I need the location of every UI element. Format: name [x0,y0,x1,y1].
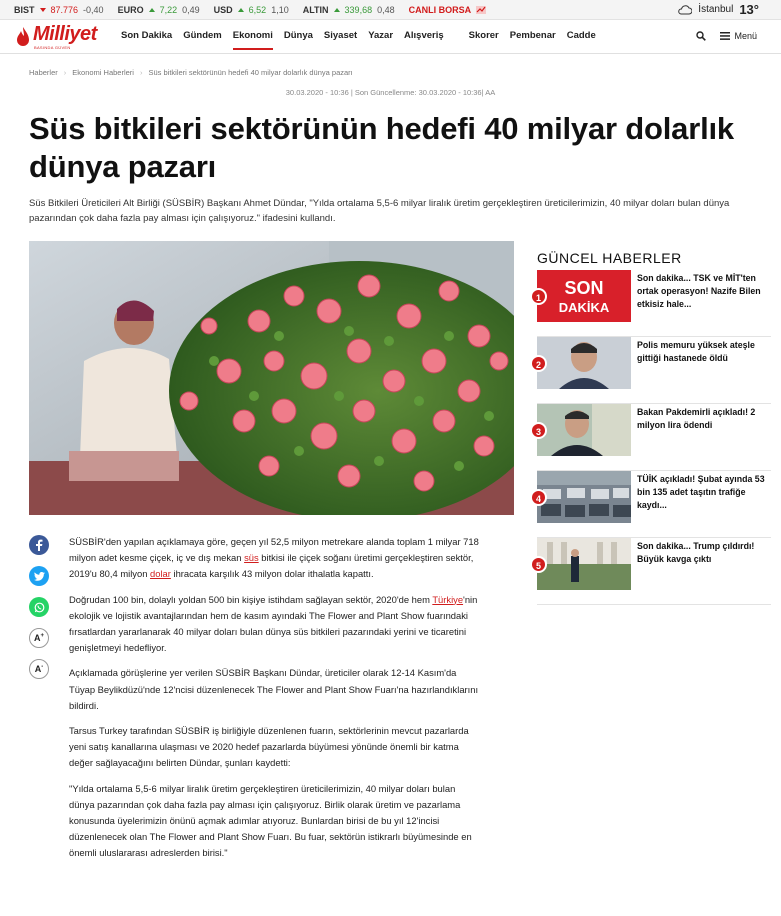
share-bar [29,535,49,690]
font-decrease-icon: A- [34,664,44,674]
twitter-icon [34,572,45,581]
news-item[interactable] [537,337,771,404]
sidebar-title: GÜNCEL HABERLER [537,250,682,266]
article-main-image [29,241,514,515]
flame-logo-icon [16,27,30,47]
article-title: Süs bitkileri sektörünün hedefi 40 milyar dolarlık dünya pazarı [29,111,734,184]
nav-item-skorer[interactable]: Skorer [468,30,499,41]
news-title: Polis memuru yüksek ateşle gittiği hastanede öldü [637,340,755,363]
thumb-text-dakika: DAKİKA [558,300,610,315]
logo-tagline: BASINDA GÜVEN [34,45,71,50]
milliyet-logo[interactable] [16,24,116,52]
news-rank: 5 [530,556,547,573]
chevron-right-icon: › [139,68,143,77]
news-title: Bakan Pakdemirli açıkladı! 2 milyon lira ödendi [637,407,756,430]
facebook-share-button[interactable] [29,535,49,555]
twitter-share-button[interactable] [29,566,49,586]
news-item[interactable] [537,270,771,337]
weather-temp: 13° [739,2,759,17]
paragraph-text: SÜSBİR'den yapılan açıklamaya göre, geçen yıl 52,5 milyon metrekare alanda toplam 1 milyar 718 milyon adet kesme çiçek, iç ve dış mekan [69,536,479,564]
news-item[interactable] [537,404,771,471]
tag-link-turkiye[interactable]: Türkiye [432,593,464,605]
chart-icon [476,6,486,14]
news-list [537,270,771,605]
weather-widget[interactable] [678,2,759,17]
ticker-usd[interactable] [200,5,289,15]
ticker-change: 0,48 [377,4,395,15]
news-title: Son dakika... TSK ve MİT'ten ortak operasyon! Nazife Bilen etkisiz hale... [637,273,761,309]
article-paragraph [69,592,479,657]
live-market-link[interactable] [395,5,487,15]
logo-wordmark: Milliyet [33,23,97,45]
font-increase-button[interactable] [29,628,49,648]
font-decrease-button[interactable] [29,659,49,679]
article-quote: "Yılda ortalama 5,5-6 milyar liralık üretim gerçekleştiren üreticilerimizin, 40 milyar doları bulan dünya pazarından çok daha fazla pay alması için çalışıyoruz. Birlik olarak üretim ve pazarlama konusunda üyelerimizin önünü açmak adımlar atıyoruz. Bunlardan birisi de bu yıl 12'incisi düzenlenecek olan The Flower and Plant Show Fuarı. Bu fuar, sektörün istikrarlı büyümesinde en önemli uluslararası adreslerden birisi." [69,782,472,859]
nav-item-cadde[interactable]: Cadde [566,30,596,41]
news-title: TÜİK açıkladı! Şubat ayında 53 bin 135 adet taşıtın trafiğe kaydı... [637,474,765,510]
news-thumbnail [537,471,631,523]
ticker-altin[interactable] [289,5,395,15]
ticker-change: 1,10 [271,4,289,15]
news-thumbnail [537,538,631,590]
nav-item-gundem[interactable]: Gündem [183,30,222,41]
news-item[interactable] [537,538,771,605]
arrow-down-icon [40,8,46,12]
chevron-right-icon: › [63,68,67,77]
breadcrumb-category[interactable]: Ekonomi Haberleri [72,68,134,77]
article-spot: Süs Bitkileri Üreticileri Alt Birliği (SÜSBİR) Başkanı Ahmet Dündar, "Yılda ortalama 5,5-6 milyar liralık üretim gerçekleştiren üreticilerimizin, 40 milyar doları bulan dünya pazarından çok daha fazla pay alması için çalışıyoruz." ifadesini kullandı. [29,198,730,224]
article-paragraph [69,534,479,583]
arrow-up-icon [149,8,155,12]
breadcrumb-current: Süs bitkileri sektörünün hedefi 40 milyar dolarlık dünya pazarı [148,68,353,77]
nav-item-son-dakika[interactable]: Son Dakika [121,30,173,41]
article-paragraph: Açıklamada görüşlerine yer verilen SÜSBİR Başkanı Dündar, üreticiler olarak 12-14 Kasım'da Tüyap Beylikdüzü'nde 12'ncisi düzenlenecek The Flower and Plant Show Fuarı'na hazırlandıklarını bildirdi. [69,667,479,711]
hamburger-icon [720,32,730,40]
nav-item-alisveris[interactable]: Alışveriş [404,30,444,41]
ticker-value: 6,52 [248,4,267,15]
ticker-change: -0,40 [83,4,104,15]
weather-city: İstanbul [698,4,734,15]
nav-item-ekonomi[interactable]: Ekonomi [233,30,273,50]
thumb-text-son: SON [564,278,604,298]
breadcrumb-home[interactable]: Haberler [29,68,58,77]
nav-item-siyaset[interactable]: Siyaset [323,30,358,41]
nav-item-yazar[interactable]: Yazar [368,30,394,41]
news-thumbnail [537,404,631,456]
paragraph-text: bitkisi ile çiçek soğanı üretimi gerçekleştiren sektör, 2019'u 80,4 milyon [69,552,474,580]
search-icon[interactable] [696,31,706,41]
ticker-label: BIST [14,4,35,15]
ticker-value: 339,68 [344,4,373,15]
nav-menu [121,30,607,50]
nav-item-dunya[interactable]: Dünya [283,30,313,41]
article-paragraph: Tarsus Turkey tarafından SÜSBİR iş birliğiyle düzenlenen fuarın, sektörlerinin mevcut pazarlarda yeni satış kanallarına ulaşması ve 2020 hedef pazarlarda büyümesi yönünde önemli bir katma değer sağlayacağını belirten Dündar, şunları kaydetti: [69,725,469,769]
tag-link-dolar[interactable]: dolar [150,568,171,580]
news-item[interactable] [537,471,771,538]
arrow-up-icon [334,8,340,12]
live-market-label: CANLI BORSA [408,4,472,15]
news-rank: 3 [530,422,547,439]
ticker-value: 7,22 [159,4,178,15]
market-ticker [0,0,781,20]
ticker-change: 0,49 [182,4,200,15]
paragraph-text: ihracata karşılık 43 milyon dolar ithalatla kapattı. [170,568,374,580]
news-thumbnail [537,337,631,389]
arrow-up-icon [238,8,244,12]
paragraph-text: 'nin ekolojik ve lojistik avantajlarından hem de kasım ayındaki The Flower and Plant Show fuarındaki fırsatlardan yararlanarak 40 milyar doları bulan dünya süs bitkileri pazarındaki yerini ve ticaretini genişletmeyi hedefliyor. [69,593,478,654]
news-rank: 2 [530,355,547,372]
news-rank: 4 [530,489,547,506]
paragraph-text: Doğrudan 100 bin, dolaylı yoldan 500 bin kişiye istihdam sağlayan sektör, 2020'de hem [69,593,433,605]
facebook-icon [35,539,43,551]
breadcrumb [29,68,353,77]
article-body [69,534,479,871]
publish-dates: 30.03.2020 - 10:36 | Son Güncellenme: 30.03.2020 - 10:36| AA [285,88,496,97]
menu-button[interactable] [720,31,757,41]
menu-label: Menü [734,31,757,41]
news-thumbnail [537,270,631,322]
news-title: Son dakika... Trump çıldırdı! Büyük kavga çıktı [637,541,755,564]
nav-item-pembenar[interactable]: Pembenar [509,30,556,41]
whatsapp-share-button[interactable] [29,597,49,617]
ticker-bist[interactable] [0,5,104,15]
news-rank: 1 [530,288,547,305]
whatsapp-icon [34,602,45,613]
ticker-label: USD [213,4,233,15]
tag-link-sus[interactable]: süs [244,552,259,564]
cloud-icon [678,5,692,15]
ticker-value: 87.776 [50,4,79,15]
font-increase-icon: A+ [33,633,44,643]
ticker-label: EURO [117,4,144,15]
ticker-euro[interactable] [104,5,200,15]
ticker-label: ALTIN [302,4,329,15]
main-nav [0,21,781,54]
